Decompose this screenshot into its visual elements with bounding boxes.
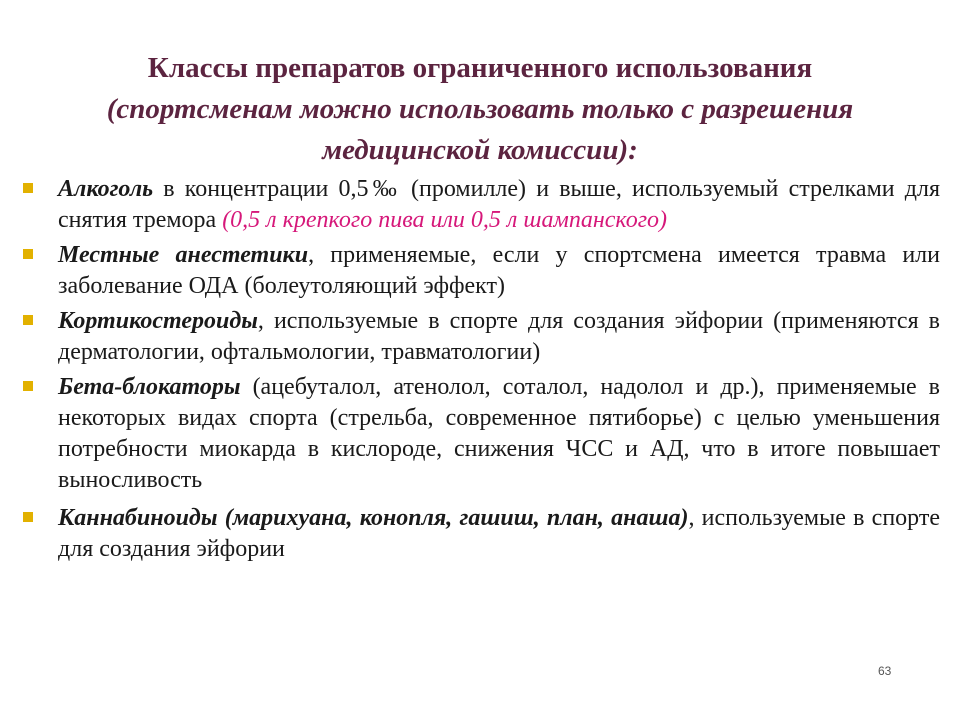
item-term: Бета-блокаторы bbox=[58, 374, 241, 400]
square-bullet-icon bbox=[23, 249, 33, 259]
item-term: Каннабиноиды (марихуана, конопля, гашиш, план, анаша) bbox=[58, 505, 689, 531]
item-text: , используемые в спорте для создания эйфории (применяются в дерматологии, офтальмологии, травматологии) bbox=[58, 308, 940, 365]
item-text: , используемые в спорте для создания эйфории bbox=[58, 505, 941, 562]
list-item-local-anesthetics bbox=[18, 240, 940, 302]
item-term: Кортикостероиды bbox=[58, 308, 258, 334]
slide-title bbox=[20, 48, 940, 171]
square-bullet-icon bbox=[23, 183, 33, 193]
title-subtitle: (спортсменам можно использовать только с разрешения медицинской комиссии): bbox=[106, 93, 854, 166]
list-item-beta-blockers bbox=[18, 372, 940, 496]
item-text: (ацебуталол, атенолол, соталол, надолол и др.), применяемые в некоторых видах спорта (стрельба, современное пятиборье) с целью уменьшения потребности миокарда в кислороде, снижения ЧСС и АД, что в итоге повышает выносливость bbox=[58, 374, 940, 493]
list-item-alcohol bbox=[18, 174, 940, 236]
item-term: Местные анестетики bbox=[58, 242, 309, 268]
list-item-corticosteroids bbox=[18, 306, 940, 368]
item-note: (0,5 л крепкого пива или 0,5 л шампанского) bbox=[222, 207, 668, 233]
item-term: Алкоголь bbox=[58, 176, 154, 202]
drug-classes-list bbox=[18, 174, 940, 569]
title-main: Классы препаратов ограниченного использования bbox=[147, 52, 813, 84]
item-text: в концентрации 0,5‰ (промилле) и выше, используемый стрелками для снятия тремора bbox=[58, 176, 940, 233]
list-item-cannabinoids bbox=[18, 503, 940, 565]
square-bullet-icon bbox=[23, 315, 33, 325]
square-bullet-icon bbox=[23, 381, 33, 391]
page-number: 63 bbox=[878, 664, 892, 678]
item-text: , применяемые, если у спортсмена имеется травма или заболевание ОДА (болеутоляющий эффект) bbox=[58, 242, 941, 299]
square-bullet-icon bbox=[23, 512, 33, 522]
